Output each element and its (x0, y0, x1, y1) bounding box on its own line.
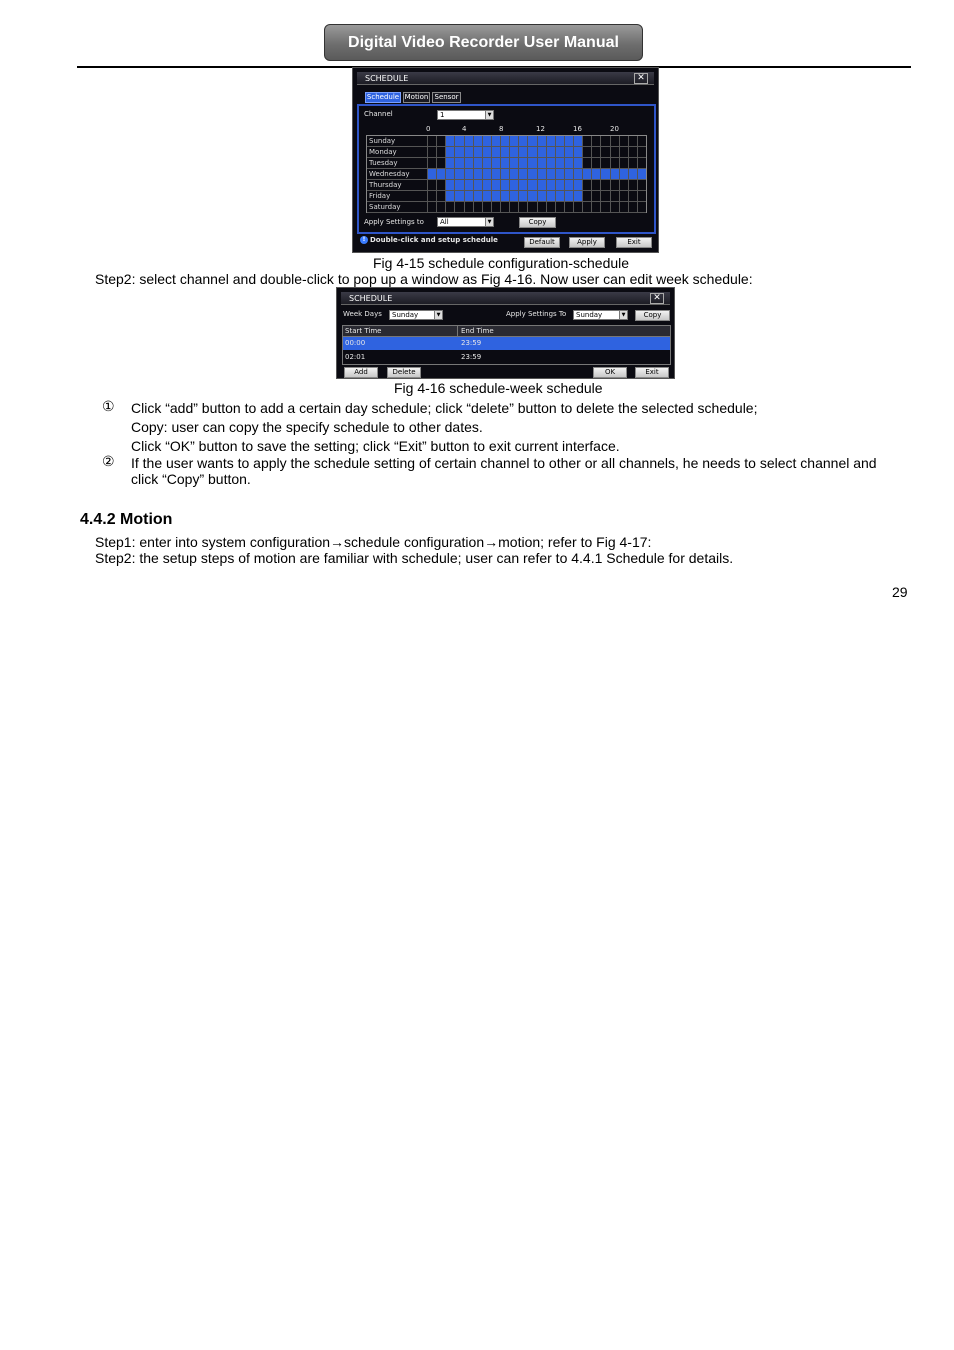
hour-cell[interactable] (619, 202, 628, 212)
hour-cell[interactable] (527, 169, 536, 179)
hour-cell[interactable] (564, 202, 573, 212)
schedule-row[interactable] (367, 191, 646, 202)
hour-cell[interactable] (637, 169, 646, 179)
hour-cell[interactable] (500, 169, 509, 179)
week-days-label: Week Days (343, 310, 382, 318)
week-days-select[interactable] (389, 310, 443, 320)
hour-cell[interactable] (491, 180, 500, 190)
hour-cell[interactable] (637, 158, 646, 168)
window-title: SCHEDULE (365, 74, 409, 83)
hour-cell[interactable] (600, 169, 609, 179)
schedule-row[interactable] (367, 136, 646, 147)
copy-button[interactable]: Copy (635, 310, 670, 321)
hour-cell[interactable] (427, 191, 436, 201)
hour-cell[interactable] (509, 136, 518, 146)
section-heading: 4.4.2 Motion (80, 511, 173, 528)
hour-cell[interactable] (582, 147, 591, 157)
hour-cell[interactable] (500, 136, 509, 146)
manual-title-tab: Digital Video Recorder User Manual (324, 24, 643, 61)
hour-cell[interactable] (591, 169, 600, 179)
hour-tick-16: 16 (573, 125, 582, 133)
hour-cell[interactable] (619, 136, 628, 146)
hour-cell[interactable] (600, 180, 609, 190)
hour-cell[interactable] (509, 191, 518, 201)
schedule-row[interactable] (367, 202, 646, 213)
row-start: 02:01 (345, 353, 366, 361)
hour-cell[interactable] (582, 136, 591, 146)
hour-cell[interactable] (464, 180, 473, 190)
hour-cell[interactable] (546, 169, 555, 179)
section-step2: Step2: the setup steps of motion are familiar with schedule; user can refer to 4.4.1 Schedule for details. (95, 550, 734, 566)
item2-line1: If the user wants to apply the schedule setting of certain channel to other or all channels, he needs to select channel and (131, 455, 877, 471)
col-start-time: Start Time (345, 327, 382, 335)
tab-schedule[interactable]: Schedule (366, 93, 400, 101)
hour-cell[interactable] (555, 191, 564, 201)
table-row[interactable] (343, 337, 670, 350)
channel-label: Channel (364, 110, 393, 118)
delete-button[interactable]: Delete (387, 367, 421, 378)
chevron-down-icon: ▼ (434, 311, 442, 319)
hour-cell[interactable] (573, 191, 582, 201)
hour-cell[interactable] (546, 136, 555, 146)
hour-cells (427, 158, 646, 168)
hour-cell[interactable] (564, 169, 573, 179)
exit-button[interactable]: Exit (616, 237, 652, 248)
schedule-row[interactable] (367, 158, 646, 169)
hour-cell[interactable] (600, 202, 609, 212)
close-icon[interactable]: ✕ (634, 73, 648, 84)
hour-cell[interactable] (473, 147, 482, 157)
hour-cell[interactable] (436, 136, 445, 146)
day-name: Monday (369, 148, 397, 156)
schedule-grid[interactable] (366, 135, 647, 213)
hour-cells (427, 191, 646, 201)
default-button[interactable]: Default (524, 237, 560, 248)
hour-cell[interactable] (518, 147, 527, 157)
chevron-down-icon: ▼ (619, 311, 627, 319)
hour-cell[interactable] (509, 169, 518, 179)
channel-select[interactable] (437, 110, 494, 120)
hour-cell[interactable] (546, 158, 555, 168)
hour-cell[interactable] (564, 180, 573, 190)
hour-cell[interactable] (445, 202, 454, 212)
hour-cell[interactable] (564, 136, 573, 146)
hour-cell[interactable] (555, 169, 564, 179)
hour-cell[interactable] (637, 191, 646, 201)
hour-cells (427, 147, 646, 157)
hour-cell[interactable] (464, 147, 473, 157)
hour-cell[interactable] (555, 136, 564, 146)
hour-cell[interactable] (610, 136, 619, 146)
apply-settings-select[interactable] (437, 217, 494, 227)
window-titlebar (357, 72, 654, 85)
hour-cell[interactable] (445, 147, 454, 157)
week-days-value: Sunday (392, 311, 419, 319)
hour-tick-8: 8 (499, 125, 504, 133)
hour-tick-20: 20 (610, 125, 619, 133)
item1-line2: Copy: user can copy the specify schedule to other dates. (131, 419, 483, 435)
hour-cell[interactable] (628, 158, 637, 168)
hour-cell[interactable] (454, 191, 463, 201)
hour-cell[interactable] (436, 169, 445, 179)
hour-cell[interactable] (509, 147, 518, 157)
hour-cell[interactable] (482, 202, 491, 212)
hour-cell[interactable] (473, 180, 482, 190)
hour-cell[interactable] (555, 180, 564, 190)
schedule-window (352, 67, 659, 253)
hour-cell[interactable] (527, 191, 536, 201)
hour-cell[interactable] (454, 202, 463, 212)
hour-cell[interactable] (610, 191, 619, 201)
hour-cell[interactable] (637, 202, 646, 212)
hour-cell[interactable] (537, 136, 546, 146)
hour-cell[interactable] (482, 158, 491, 168)
hour-cell[interactable] (637, 180, 646, 190)
ok-button[interactable]: OK (593, 367, 627, 378)
hour-cell[interactable] (555, 158, 564, 168)
hour-cell[interactable] (619, 147, 628, 157)
item1-line1: Click “add” button to add a certain day schedule; click “delete” button to delete the selected schedule; (131, 400, 758, 416)
hour-cell[interactable] (491, 202, 500, 212)
apply-settings-to-select[interactable] (573, 310, 628, 320)
hour-cell[interactable] (427, 180, 436, 190)
hour-cell[interactable] (564, 158, 573, 168)
table-header (343, 326, 670, 337)
apply-settings-value: All (440, 218, 449, 226)
tab-motion[interactable]: Motion (404, 93, 429, 101)
day-name: Wednesday (369, 170, 410, 178)
hour-cell[interactable] (591, 180, 600, 190)
hour-cell[interactable] (619, 180, 628, 190)
hour-cell[interactable] (628, 202, 637, 212)
schedule-row[interactable] (367, 147, 646, 158)
hour-cell[interactable] (600, 158, 609, 168)
hour-cell[interactable] (491, 136, 500, 146)
hour-cell[interactable] (628, 136, 637, 146)
hour-tick-0: 0 (426, 125, 431, 133)
hour-cell[interactable] (637, 136, 646, 146)
hour-cell[interactable] (527, 158, 536, 168)
hour-cell[interactable] (464, 136, 473, 146)
item2-line2: click “Copy” button. (131, 471, 251, 487)
schedule-table (342, 325, 671, 365)
hour-tick-4: 4 (462, 125, 467, 133)
hour-cell[interactable] (591, 191, 600, 201)
hour-cell[interactable] (473, 191, 482, 201)
hour-cell[interactable] (454, 180, 463, 190)
hour-cell[interactable] (445, 191, 454, 201)
hour-cell[interactable] (518, 191, 527, 201)
hour-cell[interactable] (491, 147, 500, 157)
hour-cell[interactable] (518, 158, 527, 168)
fig15-caption: Fig 4-15 schedule configuration-schedule (373, 255, 630, 271)
hour-cell[interactable] (500, 147, 509, 157)
hour-cell[interactable] (491, 191, 500, 201)
hour-cell[interactable] (436, 158, 445, 168)
hour-cell[interactable] (473, 202, 482, 212)
apply-button[interactable]: Apply (569, 237, 605, 248)
hour-cell[interactable] (427, 169, 436, 179)
hour-cell[interactable] (464, 191, 473, 201)
schedule-row[interactable] (367, 169, 646, 180)
hour-cells (427, 136, 646, 146)
col-end-time: End Time (461, 327, 494, 335)
hour-cell[interactable] (600, 191, 609, 201)
hour-cell[interactable] (600, 136, 609, 146)
hour-cell[interactable] (573, 202, 582, 212)
apply-settings-to-value: Sunday (576, 311, 603, 319)
hour-cell[interactable] (582, 202, 591, 212)
hour-cell[interactable] (573, 136, 582, 146)
hour-cell[interactable] (628, 191, 637, 201)
hour-cells (427, 180, 646, 190)
schedule-row[interactable] (367, 180, 646, 191)
day-name: Saturday (369, 203, 401, 211)
week-schedule-window (336, 287, 675, 379)
window-title: SCHEDULE (349, 294, 393, 303)
hour-cell[interactable] (491, 158, 500, 168)
hour-cell[interactable] (619, 169, 628, 179)
hour-cell[interactable] (582, 180, 591, 190)
hour-cell[interactable] (509, 202, 518, 212)
hour-cell[interactable] (610, 158, 619, 168)
hour-cell[interactable] (619, 158, 628, 168)
hour-cell[interactable] (628, 169, 637, 179)
col-divider (457, 326, 458, 337)
hour-cell[interactable] (591, 147, 600, 157)
hour-cell[interactable] (427, 158, 436, 168)
hour-cell[interactable] (454, 158, 463, 168)
channel-value: 1 (440, 111, 445, 119)
hour-cell[interactable] (427, 202, 436, 212)
hour-cell[interactable] (482, 180, 491, 190)
hour-cell[interactable] (537, 180, 546, 190)
hour-cell[interactable] (546, 202, 555, 212)
hour-cell[interactable] (582, 191, 591, 201)
hour-cell[interactable] (555, 147, 564, 157)
hour-cell[interactable] (591, 158, 600, 168)
tab-sensor[interactable]: Sensor (432, 92, 461, 103)
row-end: 23:59 (461, 339, 482, 347)
hour-cell[interactable] (509, 180, 518, 190)
add-button[interactable]: Add (344, 367, 378, 378)
hour-cell[interactable] (500, 191, 509, 201)
chevron-down-icon: ▼ (485, 218, 493, 226)
step2-text: Step2: select channel and double-click to pop up a window as Fig 4-16. Now user can edit week schedule: (95, 271, 753, 287)
hour-cell[interactable] (464, 202, 473, 212)
hour-cell[interactable] (436, 147, 445, 157)
close-icon[interactable]: ✕ (650, 293, 664, 304)
page-number: 29 (892, 584, 908, 600)
hour-cell[interactable] (445, 136, 454, 146)
copy-button[interactable]: Copy (519, 217, 556, 228)
hour-cell[interactable] (610, 202, 619, 212)
hour-cell[interactable] (500, 180, 509, 190)
hour-cell[interactable] (482, 169, 491, 179)
apply-settings-to-label: Apply Settings To (506, 310, 567, 318)
apply-settings-label: Apply Settings to (364, 218, 424, 226)
hour-cell[interactable] (482, 136, 491, 146)
hour-cells (427, 202, 646, 212)
item1-line3: Click “OK” button to save the setting; click “Exit” button to exit current interface. (131, 438, 620, 454)
section-step1: Step1: enter into system configuration→schedule configuration→motion; refer to Fig 4-17: (95, 534, 652, 550)
hour-cell[interactable] (537, 191, 546, 201)
day-name: Tuesday (369, 159, 398, 167)
hour-cell[interactable] (464, 158, 473, 168)
hour-cell[interactable] (518, 169, 527, 179)
hour-cell[interactable] (464, 169, 473, 179)
table-row[interactable] (343, 350, 670, 364)
hour-cell[interactable] (619, 191, 628, 201)
hour-cell[interactable] (445, 169, 454, 179)
hour-cell[interactable] (628, 180, 637, 190)
hour-cell[interactable] (537, 158, 546, 168)
hour-cell[interactable] (573, 180, 582, 190)
hour-cell[interactable] (564, 147, 573, 157)
hour-cell[interactable] (610, 147, 619, 157)
hour-cell[interactable] (546, 147, 555, 157)
hour-cell[interactable] (582, 169, 591, 179)
hour-cell[interactable] (482, 191, 491, 201)
hour-cell[interactable] (573, 147, 582, 157)
hour-cell[interactable] (518, 180, 527, 190)
hour-cell[interactable] (591, 202, 600, 212)
hour-cell[interactable] (482, 147, 491, 157)
hour-cell[interactable] (555, 202, 564, 212)
hour-cell[interactable] (527, 136, 536, 146)
hour-cell[interactable] (573, 158, 582, 168)
day-name: Friday (369, 192, 391, 200)
hour-cell[interactable] (518, 202, 527, 212)
row-end: 23:59 (461, 353, 482, 361)
hour-cell[interactable] (473, 158, 482, 168)
hour-cell[interactable] (600, 147, 609, 157)
row-start: 00:00 (345, 339, 366, 347)
hour-cell[interactable] (537, 169, 546, 179)
hour-cell[interactable] (527, 180, 536, 190)
hour-cell[interactable] (637, 147, 646, 157)
hour-cell[interactable] (527, 147, 536, 157)
hour-cell[interactable] (473, 169, 482, 179)
day-name: Sunday (369, 137, 396, 145)
hint-text: Double-click and setup schedule (370, 236, 498, 244)
hour-cell[interactable] (591, 136, 600, 146)
exit-button[interactable]: Exit (635, 367, 669, 378)
chevron-down-icon: ▼ (485, 111, 493, 119)
hour-cell[interactable] (500, 158, 509, 168)
hour-cells (427, 169, 646, 179)
hour-cell[interactable] (436, 191, 445, 201)
hour-cell[interactable] (582, 158, 591, 168)
hour-cell[interactable] (500, 202, 509, 212)
hour-cell[interactable] (454, 169, 463, 179)
hour-tick-12: 12 (536, 125, 545, 133)
hour-cell[interactable] (573, 169, 582, 179)
hour-cell[interactable] (564, 191, 573, 201)
hour-cell[interactable] (518, 136, 527, 146)
day-name: Thursday (369, 181, 402, 189)
hour-cell[interactable] (509, 158, 518, 168)
hour-cell[interactable] (436, 180, 445, 190)
hour-cell[interactable] (537, 202, 546, 212)
hour-cell[interactable] (537, 147, 546, 157)
hour-cell[interactable] (546, 180, 555, 190)
item-number-1: ① (102, 398, 115, 414)
hour-cell[interactable] (436, 202, 445, 212)
window-titlebar (341, 292, 670, 305)
info-icon: ! (360, 236, 368, 244)
hour-cell[interactable] (427, 136, 436, 146)
hour-cell[interactable] (473, 136, 482, 146)
item-number-2: ② (102, 453, 115, 469)
hour-cell[interactable] (628, 147, 637, 157)
hour-cell[interactable] (454, 147, 463, 157)
hour-cell[interactable] (491, 169, 500, 179)
hour-cell[interactable] (610, 169, 619, 179)
hour-cell[interactable] (546, 191, 555, 201)
hour-cell[interactable] (445, 158, 454, 168)
hour-cell[interactable] (527, 202, 536, 212)
hour-cell[interactable] (427, 147, 436, 157)
hour-cell[interactable] (445, 180, 454, 190)
hour-cell[interactable] (610, 180, 619, 190)
hour-cell[interactable] (454, 136, 463, 146)
fig16-caption: Fig 4-16 schedule-week schedule (394, 380, 603, 396)
